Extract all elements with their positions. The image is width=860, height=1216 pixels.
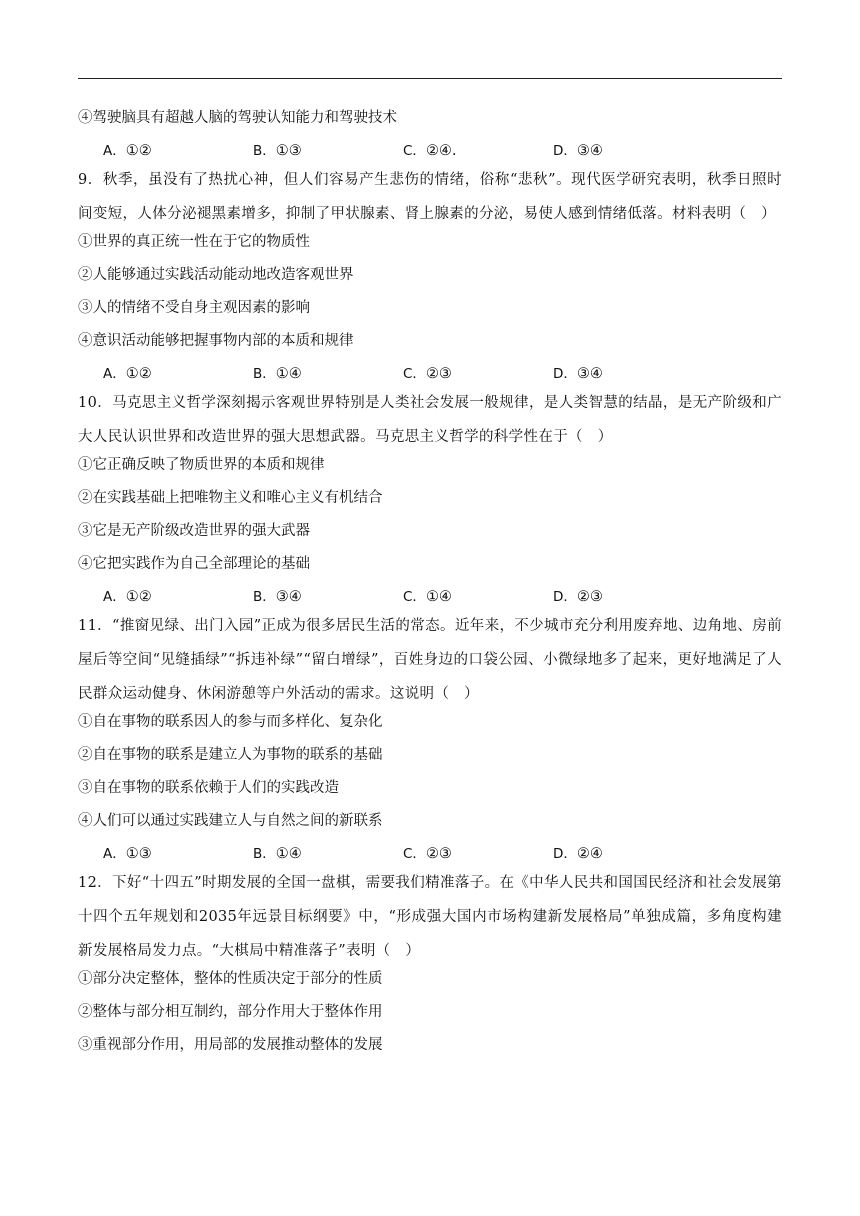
question-stem: 12．下好“十四五”时期发展的全国一盘棋，需要我们精准落子。在《中华人民共和国国民经济和社会发展第十四个五年规划和2035年远景目标纲要》中，“形成强大国内市场构建新发展格局”单独成篇，多角度构建新发展格局发力点。“大棋局中精准落子”表明（ ） [78,875,782,959]
question-11 [78,609,782,865]
choice-d[interactable]: D．③④ [553,366,603,382]
statement-item: ②人能够通过实践活动能动地改造客观世界 [78,267,354,283]
leading-item: ④驾驶脑具有超越人脑的驾驶认知能力和驾驶技术 [78,110,397,126]
choice-a[interactable]: A．①③ [103,846,152,862]
answer-choices [78,586,782,608]
statement-item: ④它把实践作为自己全部理论的基础 [78,556,310,572]
statement-item: ①它正确反映了物质世界的本质和规律 [78,457,325,473]
answer-choices [78,363,782,385]
choice-c[interactable]: C．②③ [403,846,452,862]
statement-item: ④人们可以通过实践建立人与自然之间的新联系 [78,813,383,829]
header-rule [78,78,782,79]
choice-d[interactable]: D．②④ [553,846,603,862]
choice-c[interactable]: C．②④. [403,143,457,159]
question-stem: 9．秋季，虽没有了热扰心神，但人们容易产生悲伤的情绪，俗称“悲秋”。现代医学研究表明，秋季日照时间变短，人体分泌褪黑素增多，抑制了甲状腺素、肾上腺素的分泌，易使人感到情绪低落。材料表明（ ） [78,172,782,222]
statement-item: ④意识活动能够把握事物内部的本质和规律 [78,333,354,349]
statement-item: ③重视部分作用，用局部的发展推动整体的发展 [78,1037,383,1053]
statement-item: ①自在事物的联系因人的参与而多样化、复杂化 [78,714,383,730]
statement-item: ①部分决定整体，整体的性质决定于部分的性质 [78,971,383,987]
choice-d[interactable]: D．③④ [553,143,603,159]
choice-a[interactable]: A．①② [103,143,152,159]
choice-b[interactable]: B．①④ [253,366,302,382]
choice-a[interactable]: A．①② [103,366,152,382]
choice-b[interactable]: B．①③ [253,143,302,159]
statement-item: ③它是无产阶级改造世界的强大武器 [78,523,310,539]
exam-page-content [78,107,782,1056]
leading-choices [78,140,782,162]
statement-item: ③人的情绪不受自身主观因素的影响 [78,300,310,316]
question-stem: 11．“推窗见绿、出门入园”正成为很多居民生活的常态。近年来，不少城市充分利用废弃地、边角地、房前屋后等空间“见缝插绿”“拆违补绿”“留白增绿”，百姓身边的口袋公园、小微绿地多了起来，更好地满足了人民群众运动健身、休闲游憩等户外活动的需求。这说明（ ） [78,618,782,702]
choice-d[interactable]: D．②③ [553,589,603,605]
choice-a[interactable]: A．①② [103,589,152,605]
choice-c[interactable]: C．②③ [403,366,452,382]
statement-item: ①世界的真正统一性在于它的物质性 [78,234,310,250]
statement-item: ②在实践基础上把唯物主义和唯心主义有机结合 [78,490,383,506]
question-12 [78,866,782,1056]
statement-item: ③自在事物的联系依赖于人们的实践改造 [78,780,339,796]
question-stem: 10．马克思主义哲学深刻揭示客观世界特别是人类社会发展一般规律，是人类智慧的结晶，是无产阶级和广大人民认识世界和改造世界的强大思想武器。马克思主义哲学的科学性在于（ ） [78,395,782,445]
statement-item: ②自在事物的联系是建立人为事物的联系的基础 [78,747,383,763]
answer-choices [78,843,782,865]
choice-b[interactable]: B．③④ [253,589,302,605]
choice-c[interactable]: C．①④ [403,589,452,605]
statement-item: ②整体与部分相互制约，部分作用大于整体作用 [78,1004,383,1020]
question-10 [78,386,782,608]
question-9 [78,163,782,385]
choice-b[interactable]: B．①④ [253,846,302,862]
